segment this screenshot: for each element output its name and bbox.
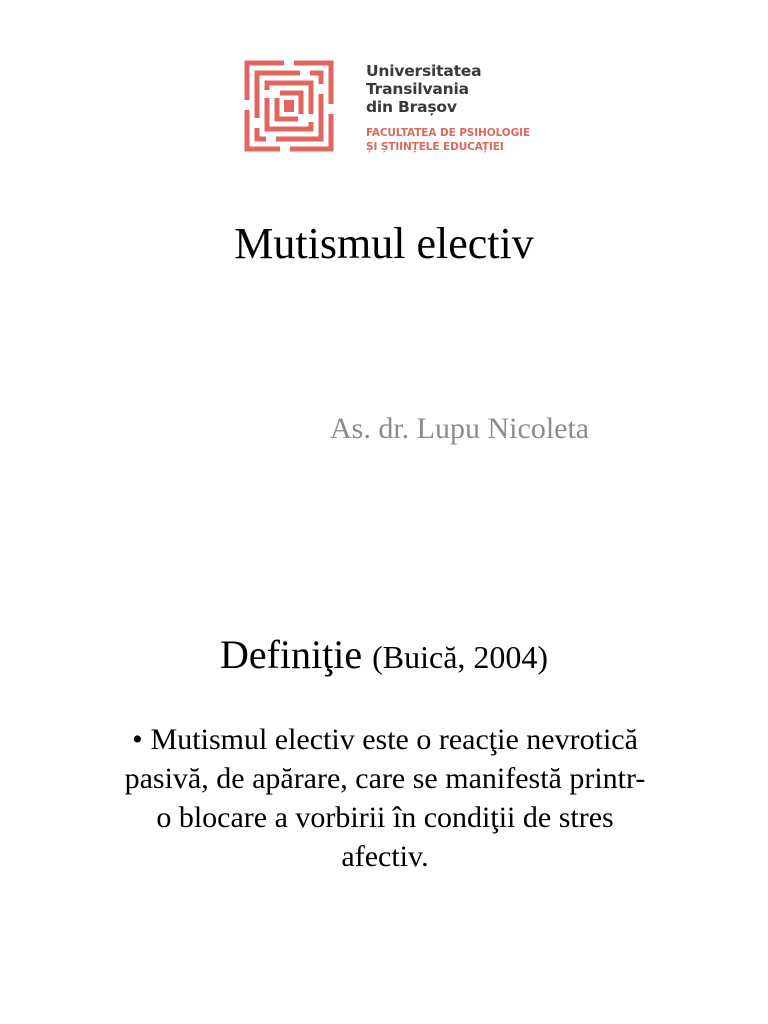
bullet-line-1 (70, 720, 700, 759)
definition-heading-text: Definiţie (219, 632, 363, 677)
logo-faculty-line-1: FACULTATEA DE PSIHOLOGIE (366, 127, 531, 139)
university-logo (244, 60, 530, 154)
logo-university-line-1: Universitatea (366, 62, 482, 80)
logo-text (366, 62, 530, 154)
definition-heading (0, 632, 768, 680)
author-name: As. dr. Lupu Nicoleta (330, 412, 590, 445)
bullet-line-1-text: Mutismul electiv este o reacţie nevrotică (150, 723, 638, 756)
slide-definition (0, 520, 768, 1024)
bullet-line-4: afectiv. (341, 840, 429, 873)
logo-faculty-line-2: ȘI ȘTIINȚELE EDUCAȚIEI (366, 141, 504, 153)
definition-citation: (Buică, 2004) (372, 639, 549, 675)
bullet-marker: • (132, 723, 143, 756)
slide-title-text: Mutismul electiv (234, 219, 534, 268)
logo-university-line-2: Transilvania (366, 80, 469, 98)
bullet-line-3: o blocare a vorbirii în condiţii de stres (156, 801, 614, 834)
definition-bullet (70, 720, 700, 876)
maze-logo-icon (244, 60, 334, 152)
logo-university-line-3: din Brașov (366, 98, 457, 116)
bullet-line-2: pasivă, de apărare, care se manifestă printr- (124, 762, 646, 795)
